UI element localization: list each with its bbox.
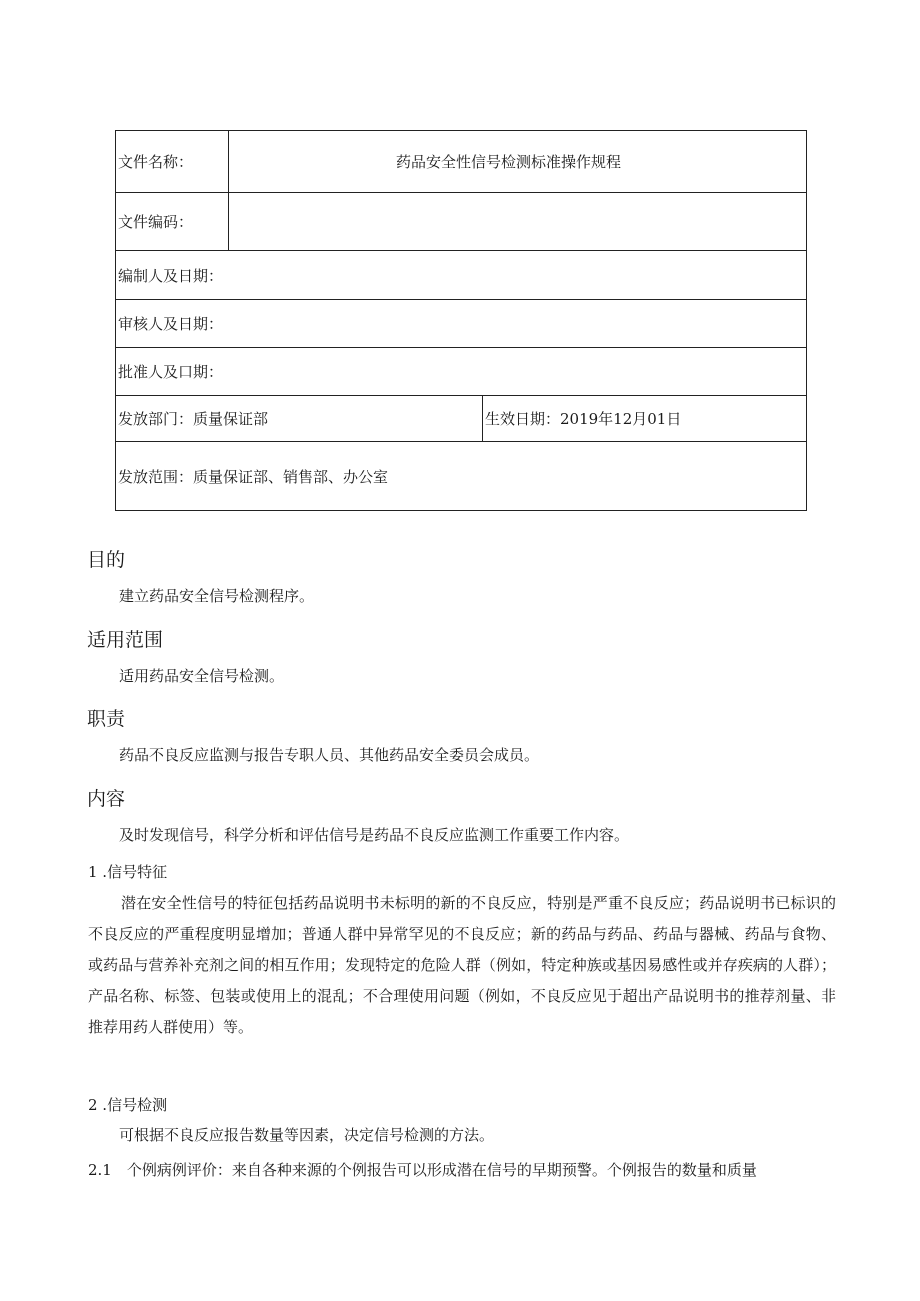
file-name-row <box>116 131 807 193</box>
case-evaluation-text: 2.1 个例病例评价：来自各种来源的个例报告可以形成潜在信号的早期预警。个例报告的数量和质量 <box>88 1161 757 1179</box>
prepared-by-label: 编制人及日期： <box>116 251 807 300</box>
file-name-label: 文件名称： <box>116 131 229 193</box>
approved-by-label: 批准人及口期： <box>116 348 807 396</box>
signal-features-title: 1 .信号特征 <box>88 863 168 881</box>
signal-detection-title: 2 .信号检测 <box>88 1096 168 1114</box>
effective-date: 生效日期：2019年12月01日 <box>483 396 807 442</box>
signal-detection-intro: 可根据不良反应报告数量等因素，决定信号检测的方法。 <box>119 1126 495 1144</box>
scope-text: 适用药品安全信号检测。 <box>119 667 285 685</box>
content-heading: 内容 <box>87 788 126 810</box>
issue-scope-row <box>116 442 807 511</box>
responsibility-text: 药品不良反应监测与报告专职人员、其他药品安全委员会成员。 <box>119 746 540 764</box>
document-title: 药品安全性信号检测标准操作规程 <box>229 131 807 193</box>
approved-by-row <box>116 348 807 396</box>
issue-info-row <box>116 396 807 442</box>
scope-heading: 适用范围 <box>87 629 164 651</box>
document-header-table <box>115 130 807 511</box>
issue-scope: 发放范围：质量保证部、销售部、办公室 <box>116 442 807 511</box>
purpose-heading: 目的 <box>87 549 126 571</box>
file-code-label: 文件编码： <box>116 193 229 251</box>
signal-features-body: 潜在安全性信号的特征包括药品说明书未标明的新的不良反应，特别是严重不良反应；药品说明书已标识的不良反应的严重程度明显增加；普通人群中异常罕见的不良反应；新的药品与药品、药品与器械、药品与食物、或药品与营养补充剂之间的相互作用；发现特定的危险人群（例如，特定种族或基因易感性或并存疾病的人群）；产品名称、标签、包装或使用上的混乱；不合理使用问题（例如，不良反应见于超出产品说明书的推荐剂量、非推荐用药人群使用）等。 <box>88 894 836 1036</box>
reviewed-by-row <box>116 300 807 348</box>
content-intro: 及时发现信号，科学分析和评估信号是药品不良反应监测工作重要工作内容。 <box>119 826 630 844</box>
issue-department: 发放部门：质量保证部 <box>116 396 483 442</box>
prepared-by-row <box>116 251 807 300</box>
purpose-text: 建立药品安全信号检测程序。 <box>119 587 315 605</box>
file-code-value <box>229 193 807 251</box>
file-code-row <box>116 193 807 251</box>
responsibility-heading: 职责 <box>87 708 126 730</box>
reviewed-by-label: 审核人及日期： <box>116 300 807 348</box>
